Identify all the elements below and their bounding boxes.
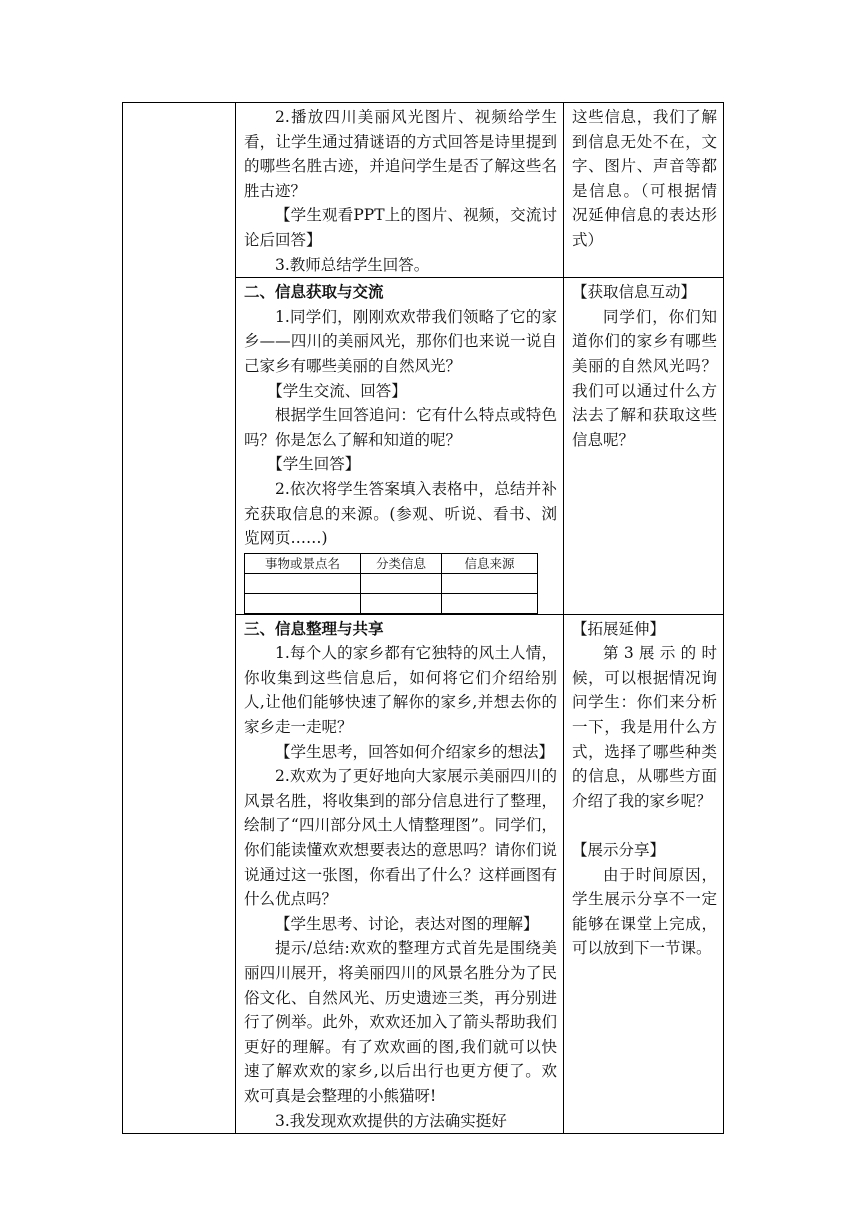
note-cell <box>564 614 724 1133</box>
table-row <box>245 593 538 613</box>
note-cell <box>564 103 724 278</box>
paragraph: 2.依次将学生答案填入表格中，总结并补充获取信息的来源。(参观、听说、看书、浏览网页……) <box>244 479 557 548</box>
note-title: 【展示分享】 <box>572 841 666 860</box>
section-heading: 三、信息整理与共享 <box>244 618 384 638</box>
paragraph: 3.我发现欢欢提供的方法确实挺好 <box>275 1111 507 1130</box>
table-header: 信息来源 <box>442 553 538 573</box>
lesson-plan-table <box>122 102 724 1134</box>
process-cell <box>236 103 564 278</box>
info-source-table <box>244 553 538 614</box>
paragraph: 【学生交流、回答】 <box>267 381 407 400</box>
note-text: 第3展示的时候，可以根据情况询问学生：你们来分析一下，我是用什么方式，选择了哪些种类的信息，从哪些方面介绍了我的家乡呢？ <box>572 644 717 810</box>
paragraph: 【学生回答】 <box>267 455 361 474</box>
paragraph: 根据学生回答追问：它有什么特点或特色吗？你是怎么了解和知道的呢？ <box>244 406 557 449</box>
section-heading: 二、信息获取与交流 <box>244 282 384 302</box>
table-header: 事物或景点名 <box>245 553 361 573</box>
note-cell <box>564 278 724 615</box>
process-cell <box>236 278 564 615</box>
paragraph: 【学生观看PPT上的图片、视频，交流讨论后回答】 <box>244 206 557 249</box>
paragraph: 3.教师总结学生回答。 <box>275 255 430 274</box>
paragraph: 【学生思考、讨论，表达对图的理解】 <box>275 914 539 933</box>
note-text: 这些信息，我们了解到信息无处不在，文字、图片、声音等都是信息。（可根据情况延伸信息的表达形式） <box>572 108 717 249</box>
note-text: 同学们，你们知道你们的家乡有哪些美丽的自然风光吗？我们可以通过什么方法去了解和获取这些信息呢？ <box>572 307 717 449</box>
table-cell <box>361 593 442 613</box>
table-cell <box>245 593 361 613</box>
paragraph: 【学生思考，回答如何介绍家乡的想法】 <box>275 742 555 761</box>
table-row <box>245 573 538 593</box>
paragraph: 1.同学们，刚刚欢欢带我们领略了它的家乡——四川的美丽风光，那你们也来说一说自己家乡有哪些美丽的自然风光？ <box>244 307 557 375</box>
left-column-cell <box>123 103 236 1134</box>
note-text: 由于时间原因，学生展示分享不一定能够在课堂上完成，可以放到下一节课。 <box>572 865 717 958</box>
paragraph: 2.播放四川美丽风光图片、视频给学生看，让学生通过猜谜语的方式回答是诗里提到的哪些名胜古迹，并追问学生是否了解这些名胜古迹？ <box>244 108 557 200</box>
table-row <box>123 103 724 278</box>
note-title: 【获取信息互动】 <box>572 283 697 302</box>
table-cell <box>442 573 538 593</box>
note-title: 【拓展延伸】 <box>572 619 666 638</box>
paragraph: 2.欢欢为了更好地向大家展示美丽四川的风景名胜，将收集到的部分信息进行了整理，绘制了“四川部分风土人情整理图”。同学们，你们能读懂欢欢想要表达的意思吗？请你们说说通过这一张图，你看出了什么？这样画图有什么优点吗？ <box>244 767 557 909</box>
paragraph: 1.每个人的家乡都有它独特的风土人情，你收集到这些信息后，如何将它们介绍给别人,让他们能够快速了解你的家乡,并想去你的家乡走一走呢？ <box>244 644 557 737</box>
spacer <box>572 813 717 838</box>
paragraph: 提示/总结:欢欢的整理方式首先是围绕美丽四川展开，将美丽四川的风景名胜分为了民俗文化、自然风光、历史遗迹三类，再分别进行了例举。此外，欢欢还加入了箭头帮助我们更好的理解。有了欢欢画的图,我们就可以快速了解欢欢的家乡,以后出行也更方便了。欢欢可真是会整理的小熊猫呀! <box>244 939 557 1105</box>
table-cell <box>361 573 442 593</box>
table-cell <box>245 573 361 593</box>
table-header: 分类信息 <box>361 553 442 573</box>
table-cell <box>442 593 538 613</box>
process-cell <box>236 614 564 1133</box>
table-row <box>245 553 538 573</box>
